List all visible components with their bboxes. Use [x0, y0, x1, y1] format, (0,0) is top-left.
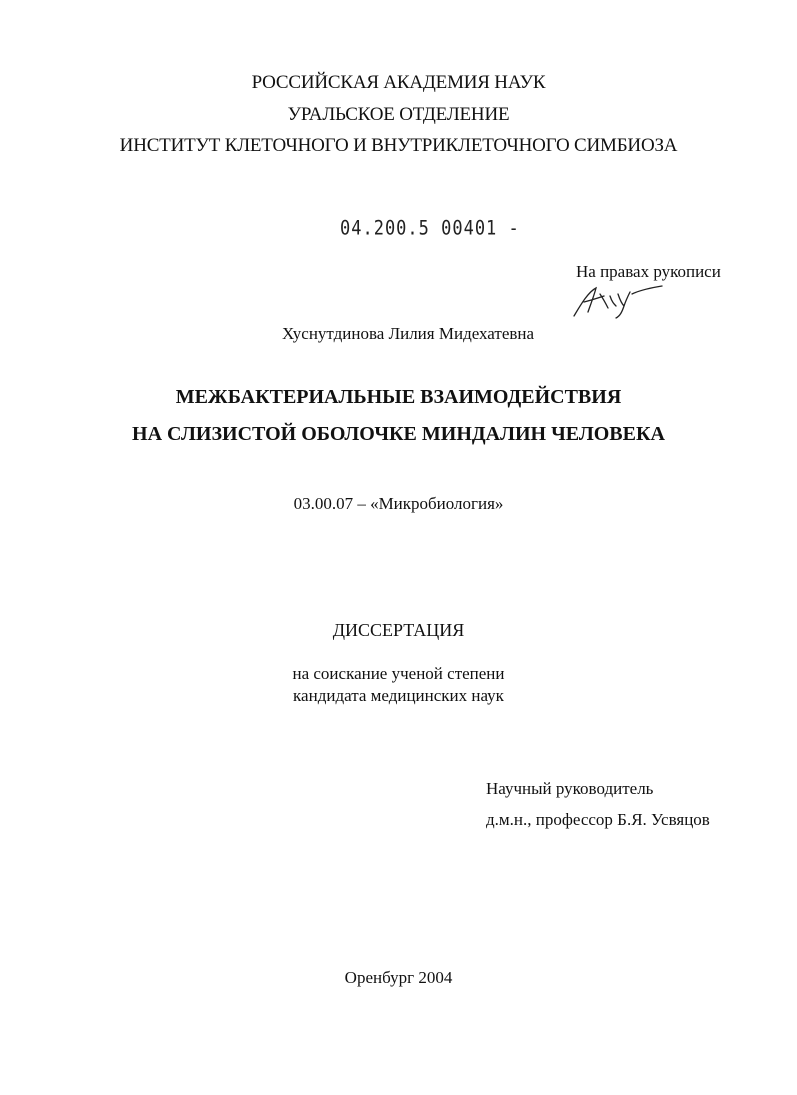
organization-line-3: ИНСТИТУТ КЛЕТОЧНОГО И ВНУТРИКЛЕТОЧНОГО СИМБИОЗА — [119, 135, 678, 156]
document-type: ДИССЕРТАЦИЯ — [332, 620, 465, 640]
title-line-2: НА СЛИЗИСТОЙ ОБОЛОЧКЕ МИНДАЛИН ЧЕЛОВЕКА — [132, 423, 665, 445]
place-year: Оренбург 2004 — [344, 968, 453, 987]
specialty-code: 03.00.07 – «Микробиология» — [293, 494, 504, 513]
supervisor-name: д.м.н., профессор Б.Я. Усвяцов — [486, 810, 710, 829]
author-name: Хуснутдинова Лилия Мидехатевна — [282, 324, 535, 343]
organization-line-2: УРАЛЬСКОЕ ОТДЕЛЕНИЕ — [287, 104, 510, 125]
degree-line-2: кандидата медицинских наук — [293, 686, 504, 705]
manuscript-rights: На правах рукописи — [576, 262, 721, 281]
organization-line-1: РОССИЙСКАЯ АКАДЕМИЯ НАУК — [251, 72, 546, 93]
supervisor-label: Научный руководитель — [486, 779, 654, 798]
registration-number: 04.200.5 00401 - — [340, 217, 520, 240]
degree-line-1: на соискание ученой степени — [292, 664, 505, 683]
title-line-1: МЕЖБАКТЕРИАЛЬНЫЕ ВЗАИМОДЕЙСТВИЯ — [175, 386, 622, 408]
handwritten-signature — [570, 282, 670, 320]
